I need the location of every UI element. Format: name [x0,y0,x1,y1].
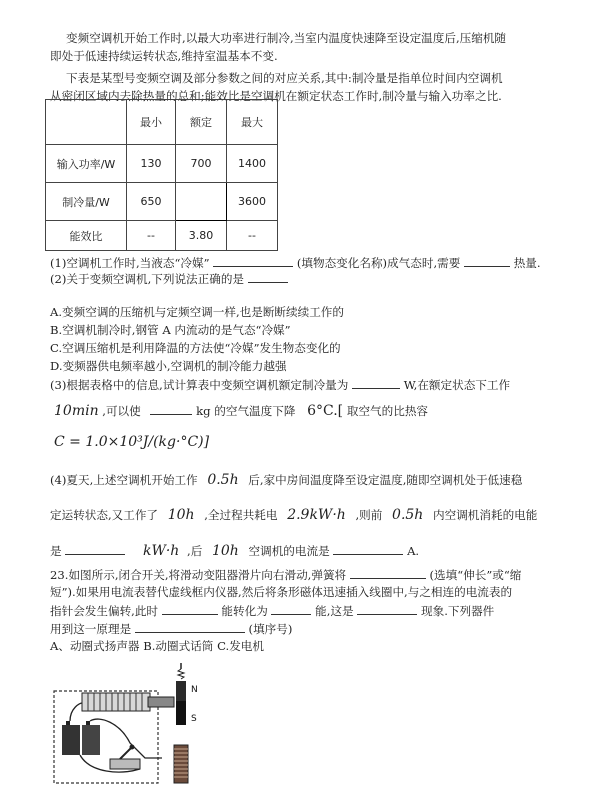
question-3-line1: (3)根据表格中的信息,试计算表中变频空调机额定制冷量为 W,在额定状态下工作 [50,378,511,392]
magnet-north-label: N [191,685,198,695]
table-row [46,221,278,251]
table-row [46,183,278,221]
table-row [46,145,278,183]
table-cell: 制冷量/W [46,183,127,221]
magnet-south-label: S [191,714,197,724]
question-23-line4: 用到这一原理是 (填序号) [50,622,293,636]
table-cell-answer-blank [176,183,227,221]
answer-blank [213,254,293,267]
question-23-line3: 指针会发生偏转,此时 能转化为 能,这是 现象.下列器件 [50,604,495,618]
answer-blank [65,542,125,555]
table-cell: 1400 [227,145,278,183]
table-cell: -- [127,221,176,251]
question-23-line1: 23.如图所示,闭合开关,将滑动变阻器滑片向右滑动,弹簧将 (选填“伸长”或“缩 [50,568,522,582]
q2-option-c: C.空调压缩机是利用降温的方法使“冷媒”发生物态变化的 [50,341,341,355]
table-header-min: 最小 [127,100,176,145]
answer-blank [357,602,417,615]
answer-blank [350,566,426,579]
table-cell: 3.80 [176,221,227,251]
table-cell: 700 [176,145,227,183]
answer-blank [352,376,400,389]
question-2: (2)关于变频空调机,下列说法正确的是 [50,270,288,287]
answer-blank [271,602,311,615]
question-4-line2: 定运转状态,又工作了 10h ,全过程共耗电 2.9kW·h ,则前 0.5h 内空调机消耗的电能 [50,507,538,523]
question-1: (1)空调机工作时,当液态“冷媒” (填物态变化名称)成气态时,需要 热量. [50,256,541,270]
bar-magnet-icon [176,681,186,725]
table-header-max: 最大 [227,100,278,145]
answer-blank [464,254,510,267]
answer-blank [248,270,288,283]
intro-p1-line1: 变频空调机开始工作时,以最大功率进行制冷,当室内温度快速降至设定温度后,压缩机随 [66,31,507,45]
parameter-table [45,99,278,251]
answer-blank [135,620,245,633]
question-23-line5: A、动圈式扬声器 B.动圈式话筒 C.发电机 [50,639,264,653]
table-cell: 输入功率/W [46,145,127,183]
intro-p1-line2: 即处于低速持续运转状态,维持室温基本不变. [50,49,278,63]
question-4-line3: 是 kW·h ,后 10h 空调机的电流是 A. [50,543,420,559]
spring-icon [174,745,188,783]
intro-p2-line2: 从密闭区域内去除热量的总和;能效比是空调机在额定状态工作时,制冷量与输入功率之比. [50,89,502,103]
question-3-line3: C = 1.0×10³J/(kg·°C)] [54,434,210,450]
coil-icon [82,693,174,711]
question-23-line2: 短”).如果用电流表替代虚线框内仪器,然后将条形磁体迅速插入线圈中,与之相连的电流表的 [50,585,513,599]
table-cell: 130 [127,145,176,183]
circuit-figure [50,663,200,788]
answer-blank [333,542,403,555]
table-cell: 3600 [227,183,278,221]
q2-option-a: A.变频空调的压缩机与定频空调一样,也是断断续续工作的 [50,305,344,319]
answer-blank [162,602,218,615]
question-3-line2: 10min ,可以使 kg 的空气温度下降 6°C.[ 取空气的比热容 [54,403,429,419]
q2-option-d: D.变频器供电频率越小,空调机的制冷能力越强 [50,359,287,373]
table-cell: -- [227,221,278,251]
question-4-line1: (4)夏天,上述空调机开始工作 0.5h 后,家中房间温度降至设定温度,随即空调机处于低速稳 [50,472,523,488]
battery-icon [62,721,100,755]
q2-option-b: B.空调机制冷时,钢管 A 内流动的是气态“冷媒” [50,323,291,337]
table-cell: 能效比 [46,221,127,251]
table-header-row [46,100,278,145]
table-cell: 650 [127,183,176,221]
table-header-rated: 额定 [176,100,227,145]
intro-p2-line1: 下表是某型号变频空调及部分参数之间的对应关系,其中:制冷量是指单位时间内空调机 [66,71,503,85]
table-header-corner [46,100,127,145]
answer-blank [150,402,192,415]
